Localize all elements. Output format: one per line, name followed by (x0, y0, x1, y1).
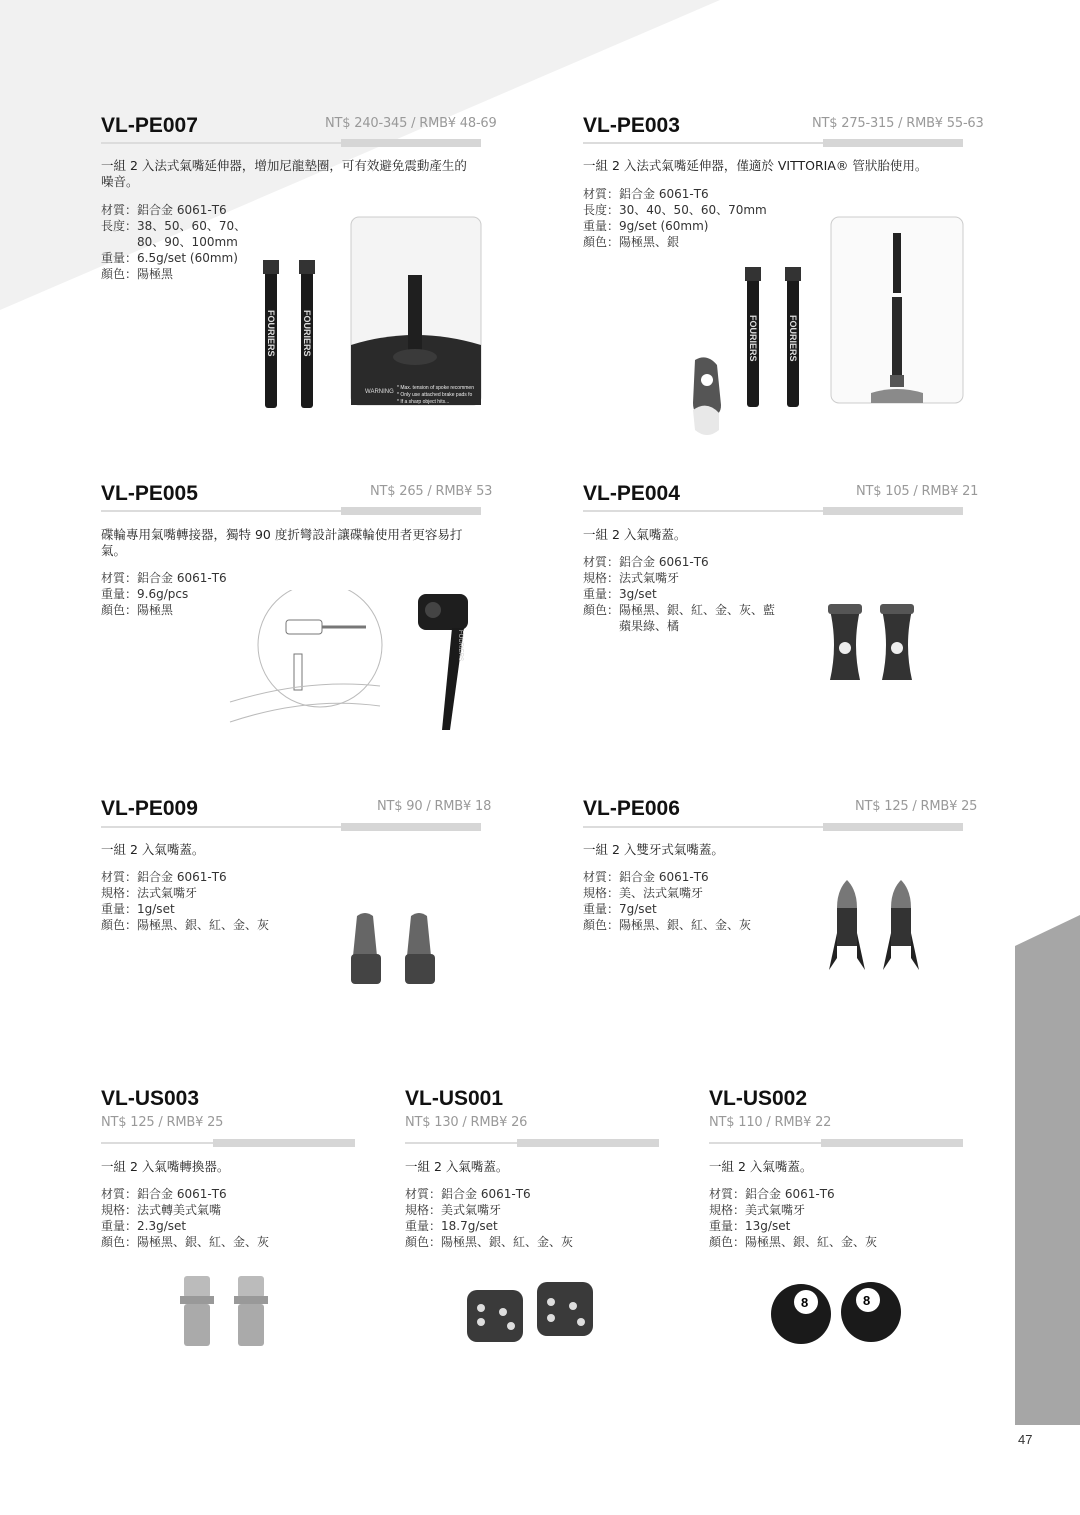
price: NT$ 275-315 / RMB¥ 55-63 (812, 116, 984, 131)
spec-value: 陽極黑、銀、紅、金、灰 (137, 918, 270, 932)
spec-key: 材質： (583, 555, 620, 569)
spec-key: 材質： (101, 1187, 138, 1201)
spec-value: 18.7g/set (441, 1219, 498, 1233)
spec-key: 規格： (405, 1203, 442, 1217)
divider-accent (341, 823, 481, 831)
spec-key: 規格： (101, 1203, 138, 1217)
spec-key: 長度： (583, 203, 620, 217)
spec-key: 材質： (101, 571, 138, 585)
spec-value: 陽極黑、銀 (619, 235, 680, 249)
spec-value: 2.3g/set (137, 1219, 187, 1233)
spec-key: 顏色： (101, 267, 138, 281)
valve-cap-image (345, 908, 455, 993)
spec-list (101, 1186, 269, 1250)
price: NT$ 125 / RMB¥ 25 (101, 1115, 224, 1130)
spec-value: 9g/set (60mm) (619, 219, 709, 233)
spec-value: 鋁合金 6061-T6 (137, 203, 227, 217)
spec-value: 鋁合金 6061-T6 (441, 1187, 531, 1201)
spec-value: 陽極黑、銀、紅、金、灰 (619, 918, 752, 932)
inset-text: * If a sharp object hits... (397, 399, 450, 405)
price: NT$ 130 / RMB¥ 26 (405, 1115, 528, 1130)
spec-value: 6.5g/set (60mm) (137, 251, 238, 265)
inset-text: * Max. tension of spoke recommen (397, 385, 474, 391)
divider-accent (821, 1139, 963, 1147)
model-name: VL-US002 (709, 1087, 808, 1110)
model-name: VL-PE009 (101, 797, 198, 820)
spec-key: 顏色： (583, 603, 620, 617)
spec-key: 重量： (101, 251, 138, 265)
spec-key: 顏色： (583, 918, 620, 932)
description: 一組 2 入氣嘴蓋。 (583, 527, 687, 542)
svg-text:8: 8 (863, 1293, 871, 1308)
description: 一組 2 入雙牙式氣嘴蓋。 (583, 842, 724, 857)
spec-key: 重量： (583, 587, 620, 601)
spec-key: 顏色： (709, 1235, 746, 1249)
model-name: VL-US001 (405, 1087, 504, 1110)
spec-list (405, 1186, 573, 1250)
spec-key: 規格： (583, 886, 620, 900)
spec-value: 陽極黑 (137, 267, 174, 281)
spec-value: 美、法式氣嘴牙 (619, 886, 704, 900)
divider-accent (341, 507, 481, 515)
spec-value: 13g/set (745, 1219, 791, 1233)
model-name: VL-US003 (101, 1087, 200, 1110)
inset-text: * Only use attached brake pads fo (397, 392, 473, 398)
spec-key: 重量： (709, 1219, 746, 1233)
spec-key: 規格： (709, 1203, 746, 1217)
divider-accent (213, 1139, 355, 1147)
model-name: VL-PE005 (101, 482, 198, 505)
spec-value: 陽極黑 (137, 603, 174, 617)
tubular-extender-image (685, 215, 965, 440)
spec-value: 7g/set (619, 902, 657, 916)
price: NT$ 90 / RMB¥ 18 (377, 799, 492, 814)
eight-ball-valve-cap-image (768, 1278, 908, 1348)
description: 一組 2 入氣嘴蓋。 (101, 842, 205, 857)
price: NT$ 125 / RMB¥ 25 (855, 799, 978, 814)
divider-accent (341, 139, 481, 147)
divider-accent (517, 1139, 659, 1147)
valve-adapter-image (172, 1272, 287, 1352)
spec-value: 38、50、60、70、 80、90、100mm (137, 219, 247, 249)
spec-key: 重量： (101, 902, 138, 916)
svg-text:8: 8 (801, 1295, 809, 1310)
price: NT$ 265 / RMB¥ 53 (370, 484, 493, 499)
spec-key: 顏色： (583, 235, 620, 249)
spec-key: 重量： (101, 1219, 138, 1233)
spec-value: 法式氣嘴牙 (137, 886, 198, 900)
spec-key: 材質： (583, 870, 620, 884)
spec-key: 顏色： (101, 1235, 138, 1249)
spec-value: 鋁合金 6061-T6 (137, 571, 227, 585)
disc-wheel-adapter-image (228, 590, 478, 740)
spec-value: 鋁合金 6061-T6 (745, 1187, 835, 1201)
model-name: VL-PE006 (583, 797, 680, 820)
valve-cap-image (822, 600, 932, 695)
spec-value: 30、40、50、60、70mm (619, 203, 767, 217)
page-number: 47 (1018, 1432, 1033, 1447)
inset-warning: WARNING (365, 389, 394, 395)
spec-list (101, 570, 227, 618)
spec-value: 鋁合金 6061-T6 (137, 1187, 227, 1201)
spec-key: 重量： (101, 587, 138, 601)
dice-valve-cap-image (463, 1278, 603, 1348)
spec-list (709, 1186, 877, 1250)
valve-extender-image (255, 215, 485, 415)
spec-value: 陽極黑、銀、紅、金、灰 (745, 1235, 878, 1249)
spec-value: 鋁合金 6061-T6 (619, 555, 709, 569)
spec-value: 美式氣嘴牙 (441, 1203, 502, 1217)
rocket-valve-cap-image (825, 878, 945, 978)
spec-value: 1g/set (137, 902, 175, 916)
brand-label: FOURIERS (457, 630, 463, 662)
divider-accent (823, 823, 963, 831)
spec-key: 規格： (101, 886, 138, 900)
spec-key: 重量： (583, 219, 620, 233)
brand-label: FOURIERS (266, 310, 276, 357)
model-name: VL-PE007 (101, 114, 198, 137)
spec-value: 陽極黑、銀、紅、金、灰、藍 蘋果綠、橘 (619, 603, 776, 633)
spec-value: 美式氣嘴牙 (745, 1203, 806, 1217)
spec-value: 鋁合金 6061-T6 (137, 870, 227, 884)
description: 一組 2 入氣嘴蓋。 (709, 1159, 813, 1174)
spec-key: 材質： (101, 870, 138, 884)
spec-key: 顏色： (101, 603, 138, 617)
description: 一組 2 入氣嘴轉換器。 (101, 1159, 230, 1174)
spec-key: 顏色： (101, 918, 138, 932)
description: 一組 2 入法式氣嘴延伸器，僅適於 VITTORIA® 管狀胎使用。 (583, 158, 928, 173)
model-name: VL-PE003 (583, 114, 680, 137)
brand-label: FOURIERS (302, 310, 312, 357)
spec-list (101, 869, 269, 933)
price: NT$ 240-345 / RMB¥ 48-69 (325, 116, 497, 131)
price: NT$ 105 / RMB¥ 21 (856, 484, 979, 499)
spec-value: 法式氣嘴牙 (619, 571, 680, 585)
spec-key: 重量： (405, 1219, 442, 1233)
spec-key: 材質： (405, 1187, 442, 1201)
spec-key: 材質： (709, 1187, 746, 1201)
spec-value: 鋁合金 6061-T6 (619, 187, 709, 201)
divider-accent (823, 139, 963, 147)
spec-list (583, 869, 751, 933)
spec-key: 規格： (583, 571, 620, 585)
spec-key: 材質： (101, 203, 138, 217)
brand-label: FOURIERS (788, 315, 798, 362)
spec-value: 9.6g/pcs (137, 587, 189, 601)
spec-value: 陽極黑、銀、紅、金、灰 (441, 1235, 574, 1249)
description: 碟輪專用氣嘴轉接器，獨特 90 度折彎設計讓碟輪使用者更容易打氣。 (101, 527, 463, 558)
divider-accent (823, 507, 963, 515)
price: NT$ 110 / RMB¥ 22 (709, 1115, 832, 1130)
spec-list (101, 202, 246, 282)
description: 一組 2 入氣嘴蓋。 (405, 1159, 509, 1174)
spec-key: 重量： (583, 902, 620, 916)
spec-key: 材質： (583, 187, 620, 201)
brand-label: FOURIERS (748, 315, 758, 362)
description: 一組 2 入法式氣嘴延伸器，增加尼龍墊圈，可有效避免震動產生的噪音。 (101, 158, 467, 189)
spec-key: 顏色： (405, 1235, 442, 1249)
spec-list (583, 554, 775, 634)
spec-key: 長度： (101, 219, 138, 233)
spec-value: 陽極黑、銀、紅、金、灰 (137, 1235, 270, 1249)
spec-value: 鋁合金 6061-T6 (619, 870, 709, 884)
spec-value: 3g/set (619, 587, 657, 601)
model-name: VL-PE004 (583, 482, 680, 505)
spec-value: 法式轉美式氣嘴 (137, 1203, 222, 1217)
